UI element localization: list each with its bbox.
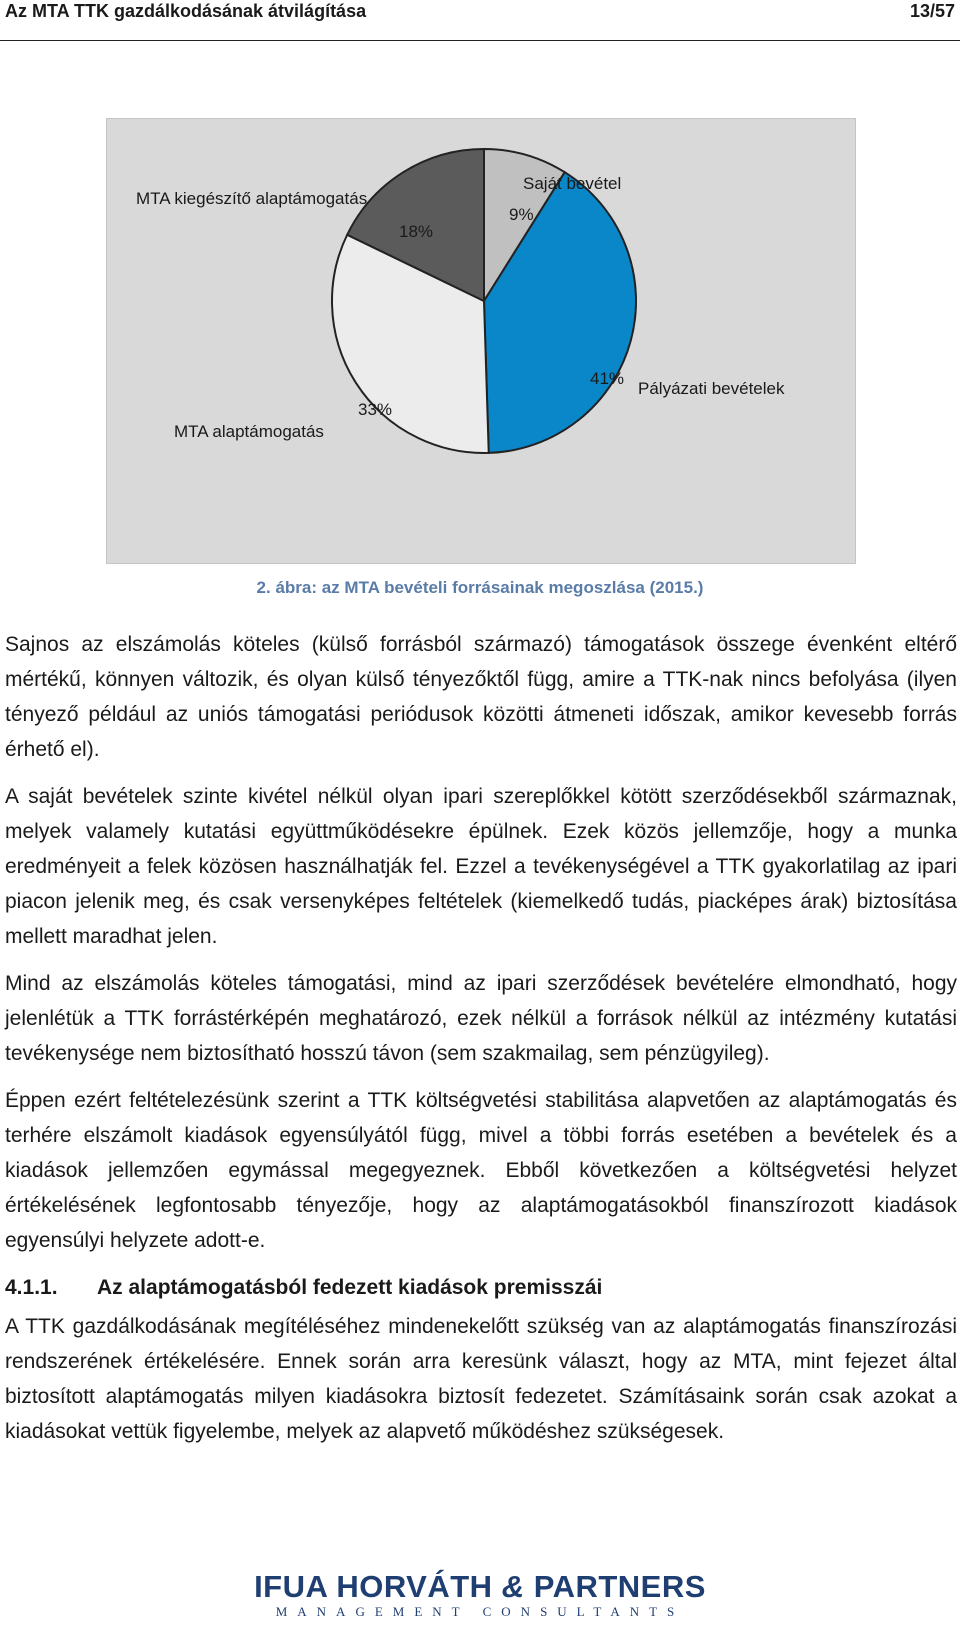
- logo-text-part2: PARTNERS: [533, 1569, 706, 1604]
- paragraph: Mind az elszámolás köteles támogatási, mind az ipari szerződések bevételére elmondható, hogy jelenlétük a TTK forrástérképén meghatározó, ezek nélkül a források nélkül az intézmény kutatási tevékenysége nem biztosítható hosszú távon (sem szakmailag, sem pénzügyileg).: [5, 972, 957, 1065]
- slice-label-sajat-bevetel: Saját bevétel: [523, 174, 622, 193]
- slice-label-mta-alaptamogatas: MTA alaptámogatás: [174, 422, 324, 441]
- section-title: Az alaptámogatásból fedezett kiadások premisszái: [97, 1276, 603, 1299]
- slice-percent-mta-kiegeszito: 18%: [399, 222, 434, 241]
- paragraph: A saját bevételek szinte kivétel nélkül olyan ipari szereplőkkel kötött szerződésekből származnak, melyek valamely kutatási együttműködésekre épülnek. Ezek közös jellemzője, hogy a munka eredményeit a felek közösen használhatják fel. Ezzel a tevékenységével a TTK gyakorlatilag az ipari piacon jelenik meg, és csak versenyképes feltételek (kiemelkedő tudás, piacképes árak) biztosítása mellett maradhat jelen.: [5, 785, 957, 948]
- paragraph: Sajnos az elszámolás köteles (külső forrásból származó) támogatások összege évenként eltérő mértékű, könnyen változik, és olyan külső tényezőktől függ, amire a TTK-nak nincs befolyása (ilyen tényező például az uniós támogatási periódusok közötti átmeneti időszak, amikor kevesebb forrás érhető el).: [5, 633, 957, 761]
- paragraph: A TTK gazdálkodásának megítéléséhez mindenekelőtt szükség van az alaptámogatás finanszírozási rendszerének értékelésére. Ennek során arra keresünk választ, hogy az MTA, mint fejezet által biztosított alaptámogatás milyen kiadásokra biztosít fedezetet. Számításaink során csak azokat a kiadásokat vettük figyelembe, melyek az alapvető működéshez szükségesek.: [5, 1315, 957, 1443]
- slice-percent-palyazati-bevetelek: 41%: [590, 369, 625, 388]
- logo-subtitle: MANAGEMENT CONSULTANTS: [275, 1604, 685, 1619]
- logo-text-part1: IFUA HORVÁTH: [254, 1569, 493, 1604]
- pie-chart: [107, 119, 855, 563]
- figure-caption: 2. ábra: az MTA bevételi forrásainak megoszlása (2015.): [256, 578, 704, 597]
- logo-ampersand: &: [501, 1569, 525, 1604]
- pie-chart-panel: [106, 118, 856, 564]
- body-text: [5, 627, 957, 1461]
- section-number: 4.1.1.: [5, 1276, 58, 1299]
- slice-label-mta-kiegeszito: MTA kiegészítő alaptámogatás: [136, 189, 368, 208]
- section-heading: [5, 1270, 957, 1305]
- slice-percent-mta-alaptamogatas: 33%: [358, 400, 393, 419]
- paragraph: Éppen ezért feltételezésünk szerint a TTK költségvetési stabilitása alapvetően az alaptámogatás és terhére elszámolt kiadások egyensúlyától függ, mivel a többi forrás esetében a bevételek és a kiadások jellemzően egymással megegyeznek. Ebből következően a költségvetési helyzet értékelésének legfontosabb tényezője, hogy az alaptámogatásokból finanszírozott kiadások egyensúlyi helyzete adott-e.: [5, 1089, 957, 1252]
- slice-label-palyazati-bevetelek: Pályázati bevételek: [638, 379, 785, 398]
- slice-percent-sajat-bevetel: 9%: [509, 205, 534, 224]
- page-number: 13/57: [909, 1, 955, 21]
- company-logo: [0, 1570, 960, 1620]
- logo-wordmark: [0, 1570, 960, 1604]
- page-header: [0, 0, 960, 41]
- document-title: Az MTA TTK gazdálkodásának átvilágítása: [5, 1, 367, 21]
